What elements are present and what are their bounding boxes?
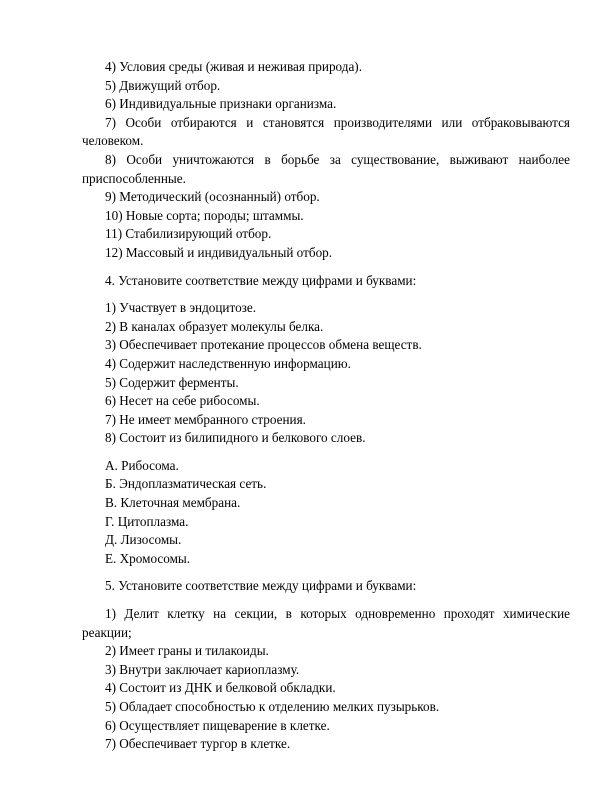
list-item: 7) Обеспечивает тургор в клетке. bbox=[105, 736, 291, 752]
list-item: 7) Особи отбираются и становятся производителями или отбраковываются человеком. bbox=[82, 114, 570, 149]
list-item: 10) Новые сорта; породы; штаммы. bbox=[105, 207, 304, 223]
list-item: 8) Особи уничтожаются в борьбе за существование, выживают наиболее приспособленные. bbox=[82, 151, 570, 186]
list-item: 1) Участвует в эндоцитозе. bbox=[105, 300, 257, 316]
list-item: 5) Обладает способностью к отделению мелких пузырьков. bbox=[105, 699, 440, 714]
option-item: Е. Хромосомы. bbox=[105, 550, 191, 566]
option-item: Б. Эндоплазматическая сеть. bbox=[105, 476, 267, 492]
list-item: 6) Несет на себе рибосомы. bbox=[105, 393, 260, 409]
option-item: Г. Цитоплазма. bbox=[105, 513, 189, 529]
task5-heading: 5. Установите соответствие между цифрами и буквами: bbox=[105, 578, 417, 594]
list-item: 5) Движущий отбор. bbox=[105, 77, 221, 93]
document-page bbox=[82, 58, 570, 754]
list-item: 3) Обеспечивает протекание процессов обмена веществ. bbox=[105, 337, 422, 353]
option-item: Д. Лизосомы. bbox=[105, 532, 182, 548]
task4 bbox=[82, 272, 570, 569]
list-item: 6) Индивидуальные признаки организма. bbox=[105, 96, 337, 112]
list-item: 12) Массовый и индивидуальный отбор. bbox=[105, 244, 333, 260]
option-item: А. Рибосома. bbox=[105, 457, 179, 473]
list-item: 4) Состоит из ДНК и белковой обкладки. bbox=[105, 680, 336, 696]
list-item: 9) Методический (осознанный) отбор. bbox=[105, 189, 320, 205]
list-item: 11) Стабилизирующий отбор. bbox=[105, 226, 272, 242]
task4-heading: 4. Установите соответствие между цифрами и буквами: bbox=[105, 272, 417, 288]
section3-list bbox=[82, 58, 570, 263]
list-item: 5) Содержит ферменты. bbox=[105, 374, 239, 390]
list-item: 3) Внутри заключает кариоплазму. bbox=[105, 661, 300, 677]
list-item: 7) Не имеет мембранного строения. bbox=[105, 411, 306, 427]
task5 bbox=[82, 577, 570, 753]
list-item: 6) Осуществляет пищеварение в клетке. bbox=[105, 717, 330, 733]
list-item: 4) Условия среды (живая и неживая природа). bbox=[105, 59, 362, 74]
option-item: В. Клеточная мембрана. bbox=[105, 495, 241, 511]
list-item: 8) Состоит из билипидного и белкового слоев. bbox=[105, 430, 366, 446]
list-item: 2) В каналах образует молекулы белка. bbox=[105, 318, 324, 334]
list-item: 2) Имеет граны и тилакоиды. bbox=[105, 643, 269, 659]
list-item: 4) Содержит наследственную информацию. bbox=[105, 355, 351, 371]
list-item: 1) Делит клетку на секции, в которых одновременно проходят химические реакции; bbox=[82, 606, 570, 640]
